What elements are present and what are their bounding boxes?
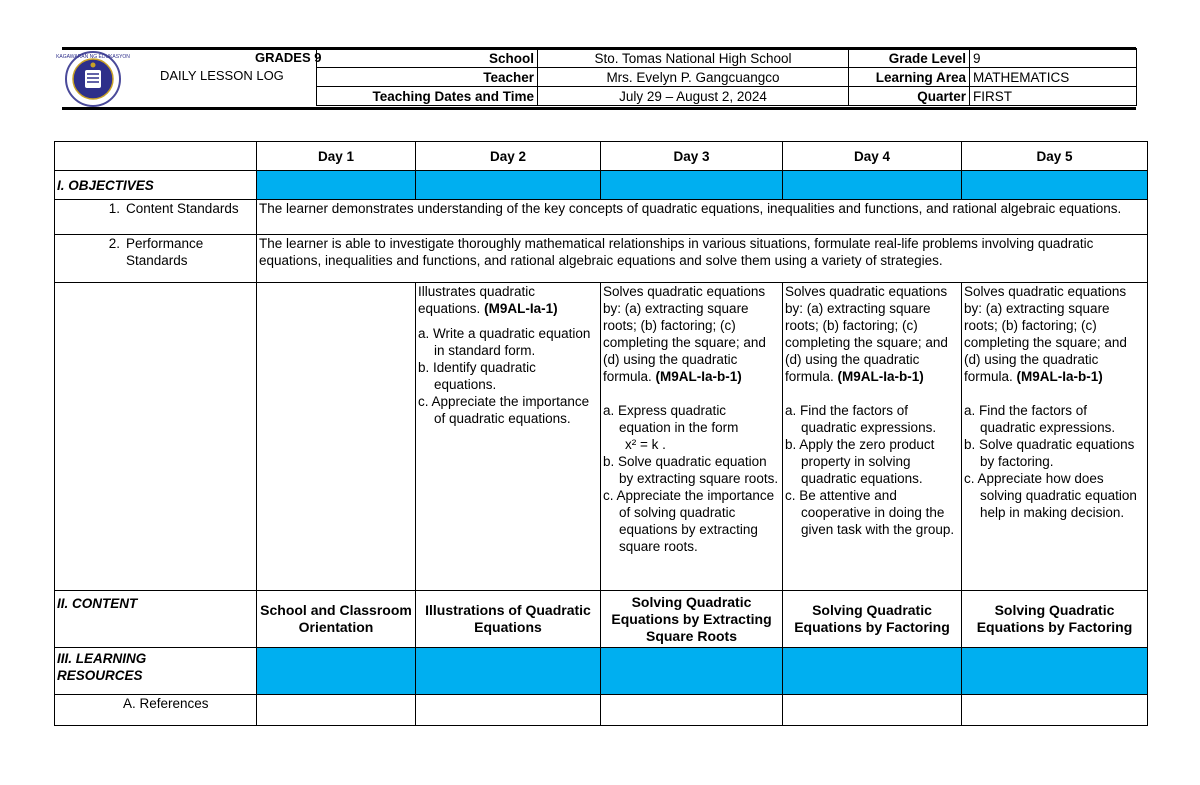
list-item: a. Find the factors of quadratic expressions. [964,403,1116,435]
blue-cell [601,171,783,200]
list-item: a. Find the factors of quadratic expressions. [785,403,937,435]
dll-title: DAILY LESSON LOG [160,68,284,83]
empty-cell [783,695,962,726]
list-item: b. Apply the zero product property in solving quadratic equations. [785,437,935,486]
competencies-label-cell [55,283,257,591]
quarter-value: FIRST [970,87,1137,106]
day5-intro: Solves quadratic equations by: (a) extracting square roots; (b) factoring; (c) completing the square; and (d) using the quadratic formula. [964,284,1127,384]
performance-num: 2. [108,236,120,251]
learning-area-value: MATHEMATICS [970,68,1137,87]
blue-cell [783,648,962,695]
blue-cell [416,171,601,200]
blue-cell [783,171,962,200]
lesson-log-table [54,141,1148,726]
grades-title: GRADES 9 [255,50,322,65]
list-item: a. Express quadratic equation in the form [603,403,739,435]
content-num: 1. [108,201,120,216]
day4-intro: Solves quadratic equations by: (a) extracting square roots; (b) factoring; (c) completing the square; and (d) using the quadratic formula. [785,284,948,384]
day-header: Day 5 [962,142,1148,171]
dates-value: July 29 – August 2, 2024 [538,87,849,106]
blue-cell [962,648,1148,695]
content-topic: Solving Quadratic Equations by Extracting Square Roots [601,591,783,648]
day4-items [785,402,959,538]
content-topic: Solving Quadratic Equations by Factoring [783,591,962,648]
teacher-value: Mrs. Evelyn P. Gangcuangco [538,68,849,87]
content-title: II. CONTENT [55,591,257,648]
day1-competency [257,283,416,591]
blue-cell [416,648,601,695]
day3-intro: Solves quadratic equations by: (a) extracting square roots; (b) factoring; (c) completing the square; and (d) using the quadratic formula. [603,284,766,384]
school-value: Sto. Tomas National High School [538,49,849,68]
grade-level-value: 9 [970,49,1137,68]
list-item: c. Be attentive and cooperative in doing the given task with the group. [785,488,955,537]
content-topic: Solving Quadratic Equations by Factoring [962,591,1148,648]
day2-competency [416,283,601,591]
blue-cell [962,171,1148,200]
day-header: Day 3 [601,142,783,171]
objectives-title: I. OBJECTIVES [55,171,257,200]
day2-items [418,325,598,427]
references-label: A. References [55,695,257,726]
blue-cell [601,648,783,695]
resources-title: III. LEARNING RESOURCES [55,648,257,695]
content-topic: Illustrations of Quadratic Equations [416,591,601,648]
empty-cell [416,695,601,726]
day5-competency [962,283,1148,591]
day3-competency [601,283,783,591]
content-topic: School and Classroom Orientation [257,591,416,648]
performance-standards-label-cell [55,235,257,283]
performance-standards-label: Performance Standards [126,236,204,268]
teacher-label: Teacher [317,68,538,87]
day4-competency [783,283,962,591]
list-item: c. Appreciate the importance of quadratic equations. [418,394,590,426]
deped-seal-icon [56,50,130,108]
formula: x² = k . [625,437,666,452]
empty-cell [962,695,1148,726]
list-item: b. Solve quadratic equations by factoring. [964,437,1135,469]
quarter-label: Quarter [849,87,970,106]
day3-code: (M9AL-Ia-b-1) [655,369,742,384]
blue-cell [257,648,416,695]
list-item: a. Write a quadratic equation in standard form. [418,326,591,358]
day3-items [603,402,780,555]
day5-items [964,402,1145,521]
svg-text:KAGAWARAN NG EDUKASYON: KAGAWARAN NG EDUKASYON [56,54,130,60]
day-header: Day 2 [416,142,601,171]
day4-code: (M9AL-Ia-b-1) [837,369,924,384]
day5-code: (M9AL-Ia-b-1) [1016,369,1103,384]
day2-intro: Illustrates quadratic equations. [418,284,536,316]
corner-cell [55,142,257,171]
day-header: Day 4 [783,142,962,171]
day-header: Day 1 [257,142,416,171]
dates-label: Teaching Dates and Time [317,87,538,106]
empty-cell [257,695,416,726]
list-item: b. Identify quadratic equations. [418,360,536,392]
list-item: c. Appreciate how does solving quadratic equation help in making decision. [964,471,1137,520]
list-item: b. Solve quadratic equation by extracting square roots. [603,454,779,486]
list-item: c. Appreciate the importance of solving quadratic equations by extracting square roots. [603,488,775,554]
blue-cell [257,171,416,200]
day2-code: (M9AL-Ia-1) [484,301,558,316]
content-standards-text: The learner demonstrates understanding of the key concepts of quadratic equations, inequalities and functions, and rational algebraic equations. [257,200,1148,235]
school-label: School [317,49,538,68]
grade-level-label: Grade Level [849,49,970,68]
content-standards-label: Content Standards [126,201,239,216]
content-standards-label-cell [55,200,257,235]
info-table [316,48,1137,106]
empty-cell [601,695,783,726]
performance-standards-text: The learner is able to investigate thoroughly mathematical relationships in various situations, formulate real-life problems involving quadratic equations, inequalities and functions, and rational algebraic equations and solve them using a variety of strategies. [257,235,1148,283]
learning-area-label: Learning Area [849,68,970,87]
